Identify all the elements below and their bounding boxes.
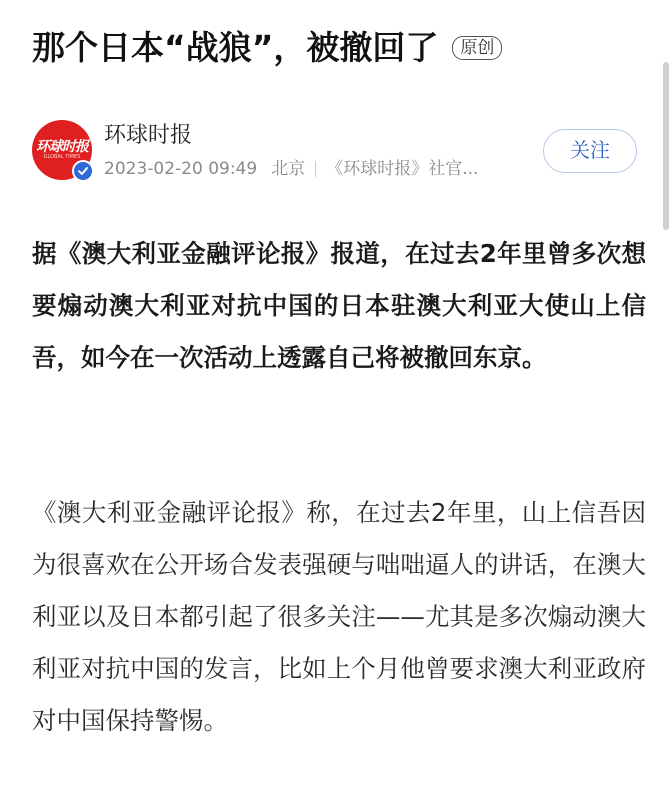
follow-button[interactable]: 关注 — [543, 129, 637, 173]
article-meta — [104, 158, 478, 180]
paragraph-lead: 据《澳大利亚金融评论报》报道，在过去2年里曾多次想要煽动澳大利亚对抗中国的日本驻澳大利亚大使山上信吾，如今在一次活动上透露自己将被撤回东京。 — [32, 239, 646, 372]
author-name[interactable]: 环球时报 — [104, 123, 193, 148]
avatar-logo-subtext: GLOBAL TIMES — [43, 154, 81, 160]
article-title: 那个日本“战狼”，被撤回了 — [32, 28, 439, 67]
original-badge: 原创 — [452, 36, 502, 60]
article-source: 《环球时报》社官... — [326, 159, 479, 179]
publish-date: 2023-02-20 09:49 — [104, 159, 258, 179]
scrollbar[interactable] — [663, 62, 669, 230]
avatar-logo-text: 环球时报 — [36, 139, 88, 155]
avatar[interactable] — [32, 120, 92, 180]
meta-divider — [315, 161, 316, 177]
paragraph-body: 《澳大利亚金融评论报》称，在过去2年里，山上信吾因为很喜欢在公开场合发表强硬与咄咄逼人的讲话，在澳大利亚以及日本都引起了很多关注——尤其是多次煽动澳大利亚对抗中国的发言，比如上个月他曾要求澳大利亚政府对中国保持警惕。 — [32, 498, 646, 735]
verified-check-icon — [72, 160, 94, 182]
publish-location: 北京 — [271, 159, 306, 179]
title-row — [32, 24, 642, 72]
author-bar — [32, 120, 642, 186]
